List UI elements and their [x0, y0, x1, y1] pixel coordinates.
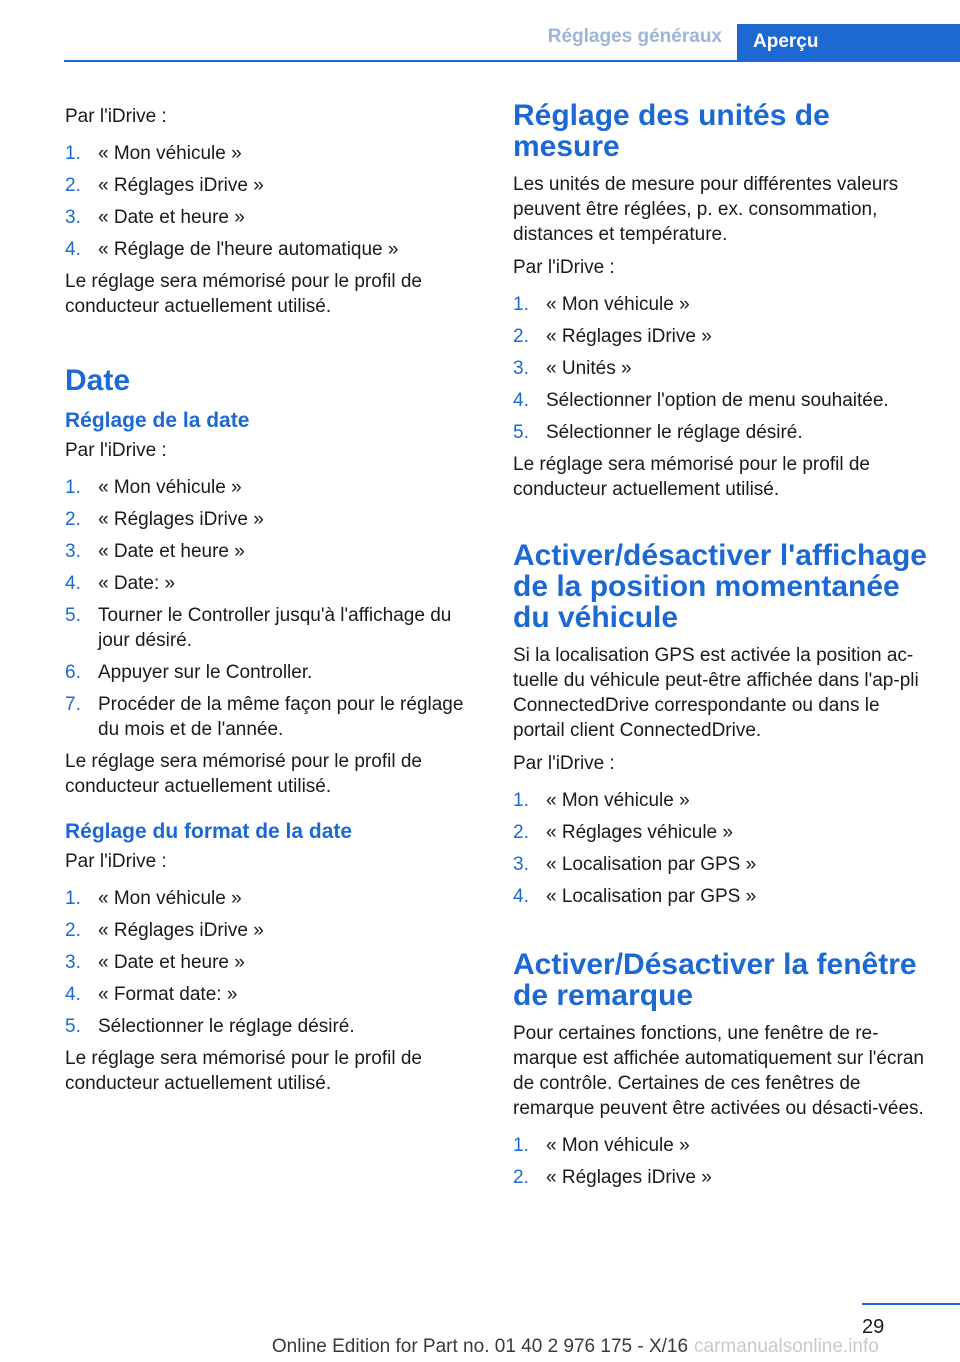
- step-number: 6.: [65, 662, 81, 683]
- step-item: [65, 237, 485, 262]
- footer-rule: [862, 1303, 960, 1305]
- step-item: [513, 356, 931, 381]
- step-number: 4.: [65, 239, 81, 260]
- step-number: 3.: [65, 207, 81, 228]
- step-number: 3.: [65, 952, 81, 973]
- step-text: Sélectionner l'option de menu souhaitée.: [546, 390, 889, 411]
- step-text: « Réglages iDrive »: [546, 1167, 712, 1188]
- watermark: carmanualsonline.info: [694, 1336, 879, 1357]
- header-rule: [64, 60, 960, 62]
- step-number: 1.: [65, 477, 81, 498]
- step-item: [513, 820, 931, 845]
- step-text: « Réglages iDrive »: [546, 326, 712, 347]
- step-item: [513, 788, 931, 813]
- left-column: [65, 100, 485, 1096]
- edition-footer: [0, 1336, 960, 1358]
- step-item: [65, 1014, 485, 1039]
- step-text: « Réglages iDrive »: [98, 175, 264, 196]
- step-number: 1.: [513, 294, 529, 315]
- intro-text: Par l'iDrive :: [65, 440, 167, 461]
- step-number: 3.: [65, 541, 81, 562]
- step-item: [513, 1133, 931, 1158]
- step-text: « Localisation par GPS »: [546, 854, 757, 875]
- step-list: [513, 292, 931, 445]
- step-item: [65, 571, 485, 596]
- step-list: [65, 886, 485, 1039]
- position-description: Si la localisation GPS est activée la position ac-tuelle du véhicule peut-être affichée dans l'ap-pli ConnectedDrive correspondante ou dans le portail client ConnectedDrive.: [513, 645, 919, 741]
- step-list: [513, 1133, 931, 1190]
- intro-text: Par l'iDrive :: [65, 851, 167, 872]
- step-item: [65, 475, 485, 500]
- step-number: 2.: [513, 1167, 529, 1188]
- step-item: [65, 539, 485, 564]
- step-item: [65, 660, 485, 685]
- step-list: [65, 475, 485, 742]
- step-number: 1.: [65, 143, 81, 164]
- step-list: [65, 141, 485, 262]
- step-number: 7.: [65, 694, 81, 715]
- step-item: [65, 692, 485, 742]
- step-text: « Date et heure »: [98, 952, 245, 973]
- section-heading-units: Réglage des unités de mesure: [513, 99, 830, 163]
- step-number: 2.: [513, 326, 529, 347]
- step-number: 4.: [513, 390, 529, 411]
- remark-description: Pour certaines fonctions, une fenêtre de re-marque est affichée automatiquement sur l'écran de contrôle. Certaines de ces fenêtres de remarque peuvent être activées ou désacti-vées.: [513, 1023, 924, 1119]
- step-text: « Mon véhicule »: [98, 888, 242, 909]
- step-text: « Réglages iDrive »: [98, 509, 264, 530]
- step-text: « Format date: »: [98, 984, 238, 1005]
- step-text: Sélectionner le réglage désiré.: [546, 422, 803, 443]
- step-item: [513, 420, 931, 445]
- step-text: Appuyer sur le Controller.: [98, 662, 313, 683]
- section-heading-remark: Activer/Désactiver la fenêtre de remarque: [513, 948, 917, 1012]
- section-heading-date: Date: [65, 364, 131, 397]
- step-number: 5.: [513, 422, 529, 443]
- intro-text: Par l'iDrive :: [513, 753, 615, 774]
- step-number: 1.: [513, 790, 529, 811]
- step-text: « Réglage de l'heure automatique »: [98, 239, 399, 260]
- step-text: « Mon véhicule »: [98, 477, 242, 498]
- step-number: 2.: [65, 509, 81, 530]
- step-text: « Réglages iDrive »: [98, 920, 264, 941]
- step-item: [513, 1165, 931, 1190]
- step-number: 1.: [65, 888, 81, 909]
- step-number: 2.: [513, 822, 529, 843]
- step-text: « Mon véhicule »: [546, 294, 690, 315]
- step-number: 2.: [65, 175, 81, 196]
- step-number: 3.: [513, 358, 529, 379]
- note-text: Le réglage sera mémorisé pour le profil de conducteur actuellement utilisé.: [513, 454, 870, 500]
- header-tab: Aperçu: [737, 24, 960, 62]
- step-number: 5.: [65, 1016, 81, 1037]
- step-item: [65, 886, 485, 911]
- step-text: « Mon véhicule »: [546, 1135, 690, 1156]
- step-item: [65, 205, 485, 230]
- note-text: Le réglage sera mémorisé pour le profil de conducteur actuellement utilisé.: [65, 751, 422, 797]
- intro-text: Par l'iDrive :: [65, 106, 167, 127]
- step-text: « Unités »: [546, 358, 632, 379]
- step-item: [513, 388, 931, 413]
- step-item: [513, 292, 931, 317]
- step-text: « Réglages véhicule »: [546, 822, 733, 843]
- step-text: Tourner le Controller jusqu'à l'affichage du jour désiré.: [98, 605, 452, 651]
- step-number: 3.: [513, 854, 529, 875]
- step-text: « Date et heure »: [98, 541, 245, 562]
- step-number: 1.: [513, 1135, 529, 1156]
- note-text: Le réglage sera mémorisé pour le profil de conducteur actuellement utilisé.: [65, 271, 422, 317]
- step-text: « Date et heure »: [98, 207, 245, 228]
- edition-text: Online Edition for Part no. 01 40 2 976 175 - X/16: [271, 1336, 689, 1357]
- step-item: [513, 324, 931, 349]
- step-text: « Mon véhicule »: [98, 143, 242, 164]
- right-column: [513, 100, 931, 1197]
- header-section-title: Réglages généraux: [547, 26, 722, 47]
- step-item: [513, 852, 931, 877]
- step-item: [513, 884, 931, 909]
- section-heading-position: Activer/désactiver l'affichage de la position momentanée du véhicule: [513, 539, 927, 634]
- step-item: [65, 603, 485, 653]
- subheading-set-date: Réglage de la date: [65, 409, 250, 432]
- step-number: 5.: [65, 605, 81, 626]
- step-number: 4.: [65, 573, 81, 594]
- note-text: Le réglage sera mémorisé pour le profil de conducteur actuellement utilisé.: [65, 1048, 422, 1094]
- step-number: 2.: [65, 920, 81, 941]
- step-text: « Localisation par GPS »: [546, 886, 757, 907]
- step-item: [65, 173, 485, 198]
- units-description: Les unités de mesure pour différentes valeurs peuvent être réglées, p. ex. consommation, distances et température.: [513, 174, 899, 245]
- step-list: [513, 788, 931, 909]
- step-text: « Mon véhicule »: [546, 790, 690, 811]
- step-item: [65, 950, 485, 975]
- step-text: Sélectionner le réglage désiré.: [98, 1016, 355, 1037]
- step-item: [65, 507, 485, 532]
- step-item: [65, 918, 485, 943]
- step-number: 4.: [65, 984, 81, 1005]
- subheading-date-format: Réglage du format de la date: [65, 820, 353, 843]
- intro-text: Par l'iDrive :: [513, 257, 615, 278]
- page-number: 29: [862, 1316, 885, 1338]
- step-number: 4.: [513, 886, 529, 907]
- step-item: [65, 141, 485, 166]
- step-text: Procéder de la même façon pour le réglage du mois et de l'année.: [98, 694, 464, 740]
- page-header: [0, 0, 960, 62]
- step-item: [65, 982, 485, 1007]
- step-text: « Date: »: [98, 573, 176, 594]
